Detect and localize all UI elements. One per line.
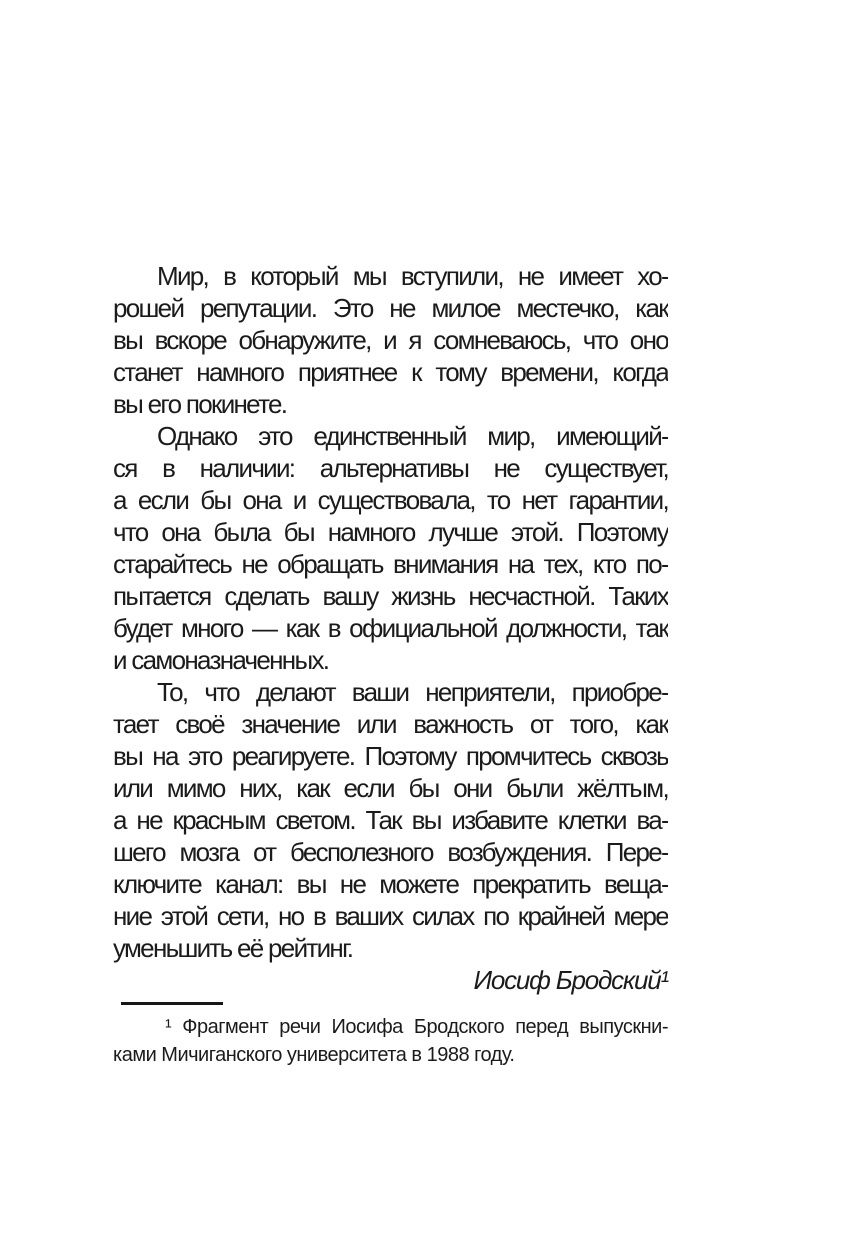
body-line: уменьшить её рейтинг. [113, 933, 353, 963]
body-line: ключите канал: вы не можете прекратить веща- [113, 869, 668, 899]
footnote [113, 1013, 668, 1069]
body-line: шего мозга от бесполезного возбуждения. Пере- [113, 837, 668, 867]
body-line: старайтесь не обращать внимания на тех, кто по- [113, 549, 668, 579]
body-line: вы вскоре обнаружите, и я сомневаюсь, что оно [113, 325, 668, 355]
footnote-line: ¹ Фрагмент речи Иосифа Бродского перед выпускни- [165, 1016, 668, 1038]
body-line: ся в наличии: альтернативы не существует, [113, 453, 668, 483]
attribution-author: Иосиф Бродский¹ [473, 965, 668, 995]
footnote-separator-rule [121, 1002, 223, 1005]
body-line: станет намного приятнее к тому времени, когда [113, 357, 668, 387]
body-line: что она была бы намного лучше этой. Поэтому [113, 517, 668, 547]
body-line: Мир, в который мы вступили, не имеет хо- [157, 261, 668, 291]
body-line: а не красным светом. Так вы избавите клетки ва- [113, 805, 668, 835]
body-line: или мимо них, как если бы они были жёлтым, [113, 773, 668, 803]
body-line: ние этой сети, но в ваших силах по крайней мере [113, 901, 668, 931]
body-line: а если бы она и существовала, то нет гарантии, [113, 485, 668, 515]
body-line: вы на это реагируете. Поэтому промчитесь сквозь [113, 741, 668, 771]
body-line: рошей репутации. Это не милое местечко, как [113, 293, 668, 323]
footnote-line: ками Мичиганского университета в 1988 году. [113, 1044, 515, 1066]
body-text [113, 260, 668, 1069]
body-line: пытается сделать вашу жизнь несчастной. Таких [113, 581, 668, 611]
body-line: вы его покинете. [113, 389, 287, 419]
body-line: тает своё значение или важность от того, как [113, 709, 668, 739]
body-line: и самоназначенных. [113, 645, 329, 675]
body-line: Однако это единственный мир, имеющий- [157, 421, 668, 451]
body-line: будет много — как в официальной должности, так [113, 613, 668, 643]
body-line: То, что делают ваши неприятели, приобре- [157, 677, 668, 707]
